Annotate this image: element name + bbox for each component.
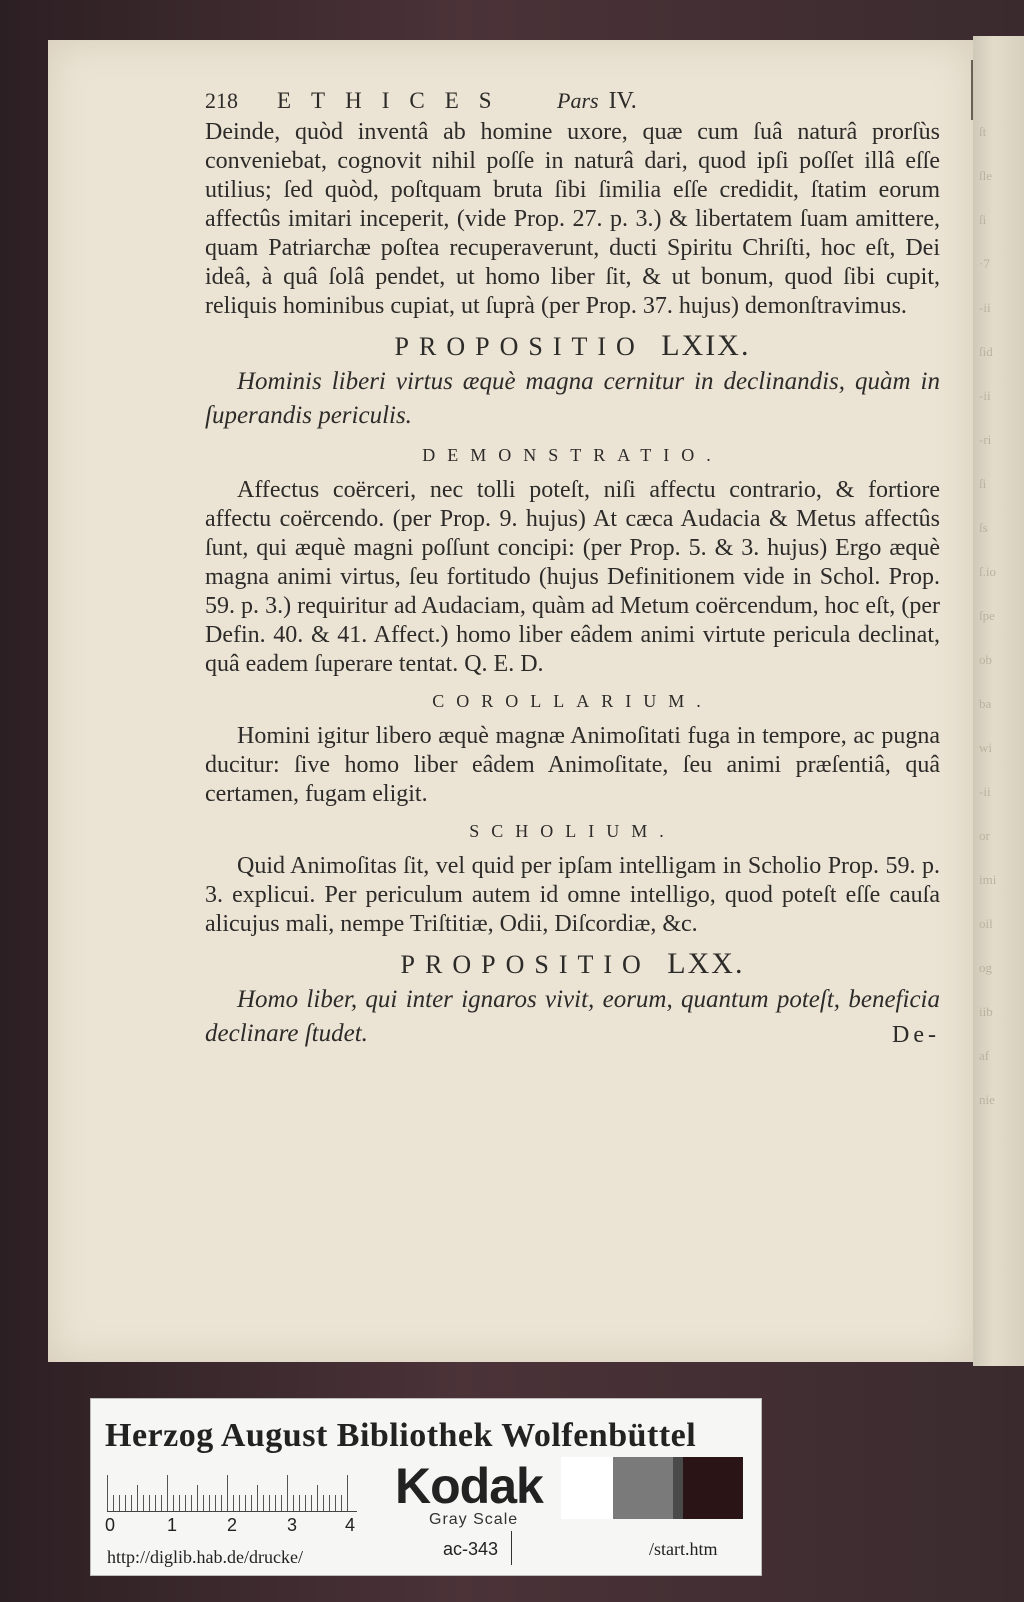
proposition-word: PROPOSITIO <box>394 332 645 361</box>
color-target <box>90 1398 762 1576</box>
separator <box>511 1531 512 1565</box>
ruler-tick <box>215 1495 216 1511</box>
proposition-number: LXX. <box>667 947 745 980</box>
part-label: Pars <box>557 88 599 113</box>
shelfmark: ac-343 <box>443 1539 499 1559</box>
ruler-tick <box>137 1485 138 1511</box>
bleed-fragment: ſle <box>979 168 992 183</box>
ruler-tick <box>107 1475 108 1511</box>
ruler-tick <box>305 1495 306 1511</box>
proposition-heading <box>205 949 940 979</box>
ruler-tick <box>167 1475 168 1511</box>
library-url: http://diglib.hab.de/drucke/ <box>107 1547 303 1567</box>
bleed-fragment: ſ.io <box>979 564 996 579</box>
ruler-tick <box>203 1495 204 1511</box>
ruler-number: 0 <box>105 1515 116 1535</box>
ruler-tick <box>125 1495 126 1511</box>
proposition-word: PROPOSITIO <box>400 950 651 979</box>
page-text <box>205 86 940 1050</box>
gray-swatch <box>683 1457 743 1519</box>
ruler-tick <box>329 1495 330 1511</box>
library-name: Herzog August Bibliothek Wolfenbüttel <box>105 1417 697 1454</box>
ruler-tick <box>119 1495 120 1511</box>
bleed-fragment: ſt <box>979 124 987 139</box>
bleed-fragment: ſs <box>979 520 988 535</box>
bleed-fragment: ſpe <box>979 608 995 623</box>
bleed-fragment: imi <box>979 872 997 887</box>
ruler-tick <box>269 1495 270 1511</box>
ruler-tick <box>131 1495 132 1511</box>
ruler-tick <box>299 1495 300 1511</box>
ruler-tick <box>179 1495 180 1511</box>
bleed-fragment: or <box>979 828 990 843</box>
ruler-number: 3 <box>287 1515 298 1535</box>
ruler-tick <box>335 1495 336 1511</box>
ruler-tick <box>275 1495 276 1511</box>
proposition-heading <box>205 331 940 361</box>
ruler-number: 1 <box>167 1515 178 1535</box>
running-header <box>205 86 940 118</box>
page-number: 218 <box>205 88 238 113</box>
bleed-fragment: af <box>979 1048 990 1063</box>
ruler-tick <box>317 1485 318 1511</box>
bleed-fragment: wi <box>979 740 992 755</box>
corollarium-heading: COROLLARIUM. <box>432 691 713 711</box>
ruler-tick <box>143 1495 144 1511</box>
ruler-tick <box>227 1475 228 1511</box>
ruler-number: 2 <box>227 1515 238 1535</box>
bleed-fragment: -ii <box>979 784 991 799</box>
paragraph: Deinde, quòd inventâ ab homine uxore, quæ cum ſuâ naturâ prorſùs conveniebat, cognovit nihil poſſe in naturâ dari, quod ipſi poſſet illâ eſſe utilius; ſed quòd, poſtquam bruta ſibi ſimilia eſſe credidit, ſtatim eorum affectûs imitari inceperit, (vide Prop. 27. p. 3.) & libertatem ſuam amittere, quam Patriarchæ poſtea recuperaverunt, ducti Spiritu Chriſti, hoc eſt, Dei ideâ, à quâ ſolâ pendet, ut homo liber ſit, & ut bonum, quod ſibi cupit, reliquis hominibus cupiat, ut ſuprà (per Prop. 37. hujus) demonſtravimus. <box>205 119 940 319</box>
bleed-fragment: -ri <box>979 432 992 447</box>
bleed-fragment: iib <box>979 1004 993 1019</box>
ruler-tick <box>113 1495 114 1511</box>
bleed-fragment: ·7 <box>979 256 990 271</box>
ruler-tick <box>221 1495 222 1511</box>
ruler-tick <box>287 1475 288 1511</box>
ruler-tick <box>311 1495 312 1511</box>
ruler-tick <box>293 1495 294 1511</box>
facing-page-edge <box>973 36 1024 1366</box>
scholium-heading: SCHOLIUM. <box>469 821 676 841</box>
bleed-fragment: nie <box>979 1092 995 1107</box>
bleed-fragment: og <box>979 960 992 975</box>
corollarium-text: Homini igitur libero æquè magnæ Animoſitati fuga in tempore, ac pugna ducitur: ſive homo liber eâdem Animoſitate, ſeu animi præſentiâ, quâ certamen, fugam eligit. <box>205 723 940 807</box>
bleed-fragment: -ii <box>979 388 991 403</box>
ruler-tick <box>281 1495 282 1511</box>
ruler-number: 4 <box>345 1515 356 1535</box>
bleed-fragment: ſi <box>979 212 987 227</box>
ruler <box>107 1471 357 1512</box>
ruler-tick <box>251 1495 252 1511</box>
ruler-tick <box>257 1485 258 1511</box>
catchword: De- <box>892 1022 940 1048</box>
ruler-tick <box>173 1495 174 1511</box>
bleed-fragment: ſid <box>979 344 993 359</box>
kodak-logo: Kodak <box>395 1458 543 1514</box>
demonstratio-text: Affectus coërceri, nec tolli poteſt, niſi affectu contrario, & fortiore affectu coërcendo. (per Prop. 9. hujus) At cæca Audacia & Metus affectûs ſunt, qui æquè magni poſſunt concipi: (per Prop. 5. & 3. hujus) Ergo æquè magna animi virtus, ſeu fortitudo (hujus Definitionem vide in Schol. Prop. 59. p. 3.) requiritur ad Audaciam, quàm ad Metum coërcendum, hoc eſt, (per Defin. 40. & 41. Affect.) homo liber eâdem animi virtute pericula declinat, quâ eadem ſuperare tentat. Q. E. D. <box>205 477 940 677</box>
bleed-fragment: ſi <box>979 476 987 491</box>
bleed-fragment: -ii <box>979 300 991 315</box>
proposition-statement: Hominis liberi virtus æquè magna cernitur in declinandis, quàm in ſuperandis periculis. <box>205 368 940 429</box>
start-path: /start.htm <box>649 1539 718 1559</box>
ruler-tick <box>239 1495 240 1511</box>
demonstratio-heading: DEMONSTRATIO. <box>422 445 723 465</box>
part-number: IV. <box>608 88 637 114</box>
ruler-tick <box>263 1495 264 1511</box>
proposition-statement: Homo liber, qui inter ignaros vivit, eorum, quantum poteſt, beneficia declinare ſtudet. <box>205 986 940 1047</box>
ruler-tick <box>161 1495 162 1511</box>
ruler-tick <box>341 1495 342 1511</box>
ruler-tick <box>149 1495 150 1511</box>
bleed-fragment: ba <box>979 696 992 711</box>
gray-scale-label: Gray Scale <box>429 1511 519 1528</box>
bleed-fragment: ob <box>979 652 992 667</box>
ruler-tick <box>197 1485 198 1511</box>
gray-swatch <box>561 1457 613 1519</box>
gray-swatch <box>613 1457 673 1519</box>
scholium-text: Quid Animoſitas ſit, vel quid per ipſam intelligam in Scholio Prop. 59. p. 3. explicui. Per periculum autem id omne intelligo, quod poteſt eſſe cauſa alicujus mali, nempe Triſtitiæ, Odii, Diſcordiæ, &c. <box>205 853 940 937</box>
bleed-fragment: oil <box>979 916 993 931</box>
ruler-tick <box>209 1495 210 1511</box>
ruler-tick <box>155 1495 156 1511</box>
proposition-number: LXIX. <box>661 329 751 362</box>
running-title: ETHICES <box>277 88 512 113</box>
ruler-tick <box>185 1495 186 1511</box>
ruler-tick <box>191 1495 192 1511</box>
ruler-tick <box>245 1495 246 1511</box>
ruler-tick <box>323 1495 324 1511</box>
gray-swatch <box>673 1457 683 1519</box>
ruler-tick <box>347 1475 348 1511</box>
ruler-tick <box>233 1495 234 1511</box>
